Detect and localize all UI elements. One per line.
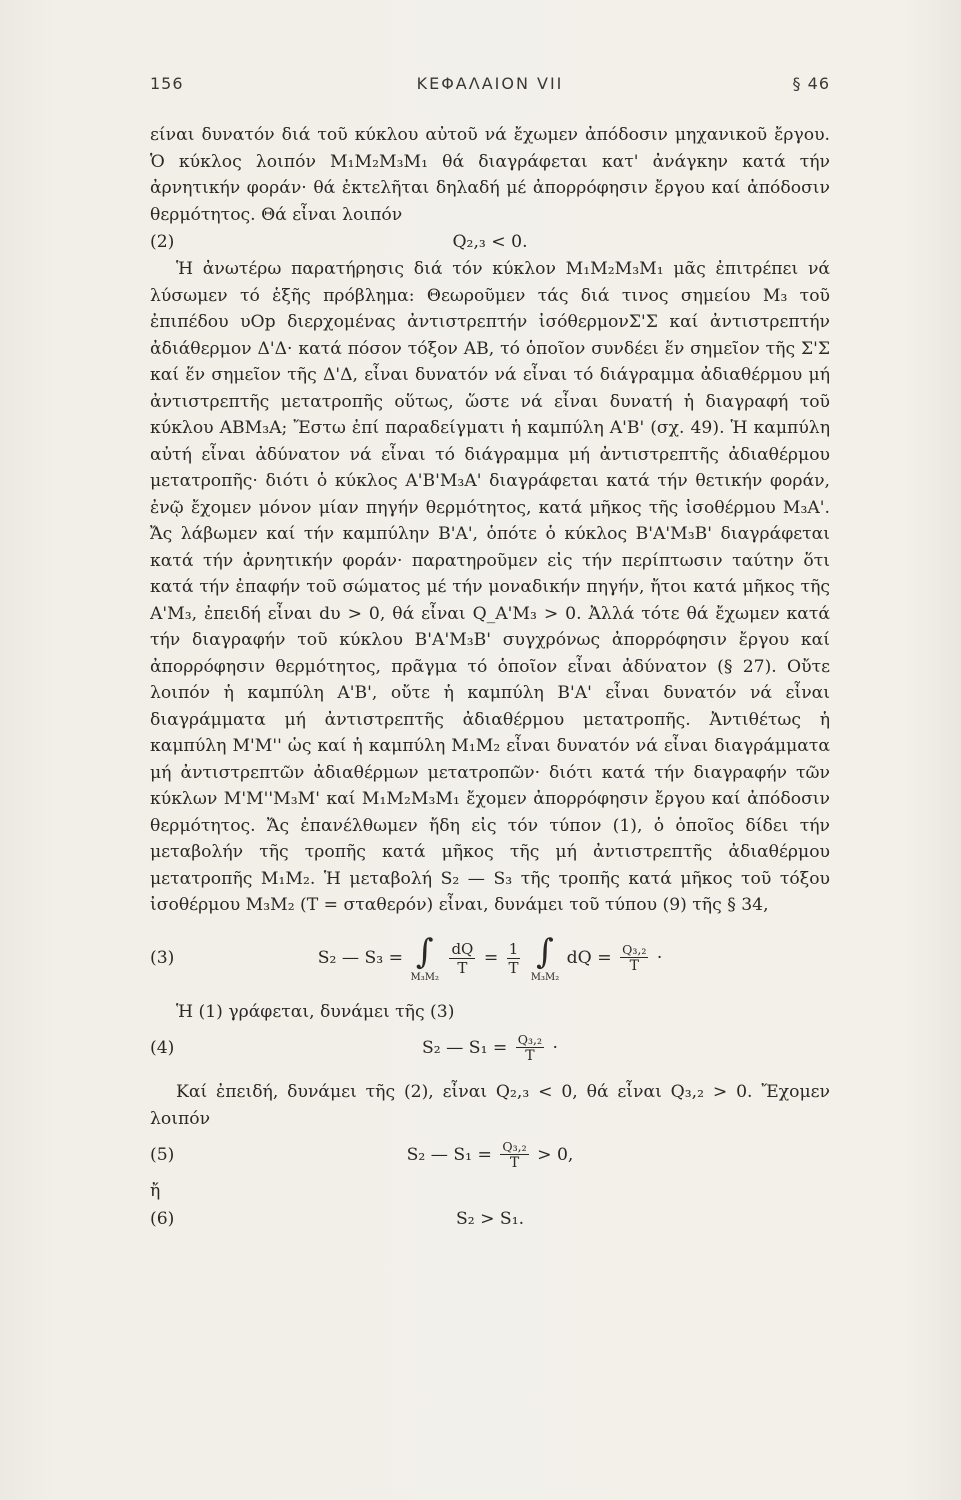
eq-tail: · [656, 948, 663, 968]
equation-expression [210, 1033, 770, 1064]
equation-number: (3) [150, 948, 175, 969]
numerator: Q₃,₂ [502, 1138, 527, 1154]
fraction-result [516, 1033, 544, 1064]
equation-6 [150, 1205, 830, 1235]
fraction-result [620, 943, 648, 974]
numerator: Q₃,₂ [622, 942, 647, 957]
equation-expression: S₂ > S₁. [455, 1209, 525, 1230]
eq-lhs: S₂ — S₁ = [406, 1144, 492, 1165]
paragraph-2: Ἡ ἀνωτέρω παρατήρησις διά τόν κύκλον M₁M₂M₃M₁ μᾶς ἐπιτρέπει νά λύσωμεν τό ἑξῆς πρόβλημα: Θεωροῦμεν τάς διά τινος σημείου M₃ τοῦ ἐπιπέδου υOp διερχομένας ἀντιστρεπτήν ἰσόθερμονΣ'Σ καί ἀντιστρεπτήν ἀδιάθερμον Δ'Δ· κατά πόσον τόξον AB, τό ὁποῖον συνδέει ἕν σημεῖον τῆς Σ'Σ καί ἕν σημεῖον τῆς Δ'Δ, εἶναι δυνατόν νά εἶναι τό διάγραμμα ἀδιαθέρμου μή ἀντιστρεπτῆς μετατροπῆς οὕτως, ὥστε νά εἶναι δυνατή ἡ διαγραφή τοῦ κύκλου ABM₃A; Ἔστω ἐπί παραδείγματι ἡ καμπύλη A'B' (σχ. 49). Ἡ καμπύλη αὐτή εἶναι ἀδύνατον νά εἶναι τό διάγραμμα μή ἀντιστρεπτῆς ἀδιαθέρμου μετατροπῆς· διότι ὁ κύκλος A'B'M₃A' διαγράφεται κατά τήν θετικήν φοράν, ἐνῷ ἔχομεν μόνον μίαν πηγήν θερμότητος, κατά μῆκος τῆς ἰσοθέρμου M₃A'. Ἄς λάβωμεν καί τήν καμπύλην B'A', ὁπότε ὁ κύκλος B'A'M₃B' διαγράφεται κατά τήν ἀρνητικήν φοράν· παρατηροῦμεν εἰς τήν περίπτωσιν ταύτην ὅτι κατά τήν ἐπαφήν τοῦ σώματος μέ τήν μοναδικήν πηγήν, ἤτοι κατά μῆκος τῆς A'M₃, ἐπειδή εἶναι dυ > 0, θά εἶναι Q_A'M₃ > 0. Ἀλλά τότε θά ἔχωμεν κατά τήν διαγραφήν τοῦ κύκλου B'A'M₃B' συγχρόνως ἀπορρόφησιν ἔργου καί ἀπορρόφησιν θερμότητος, πρᾶγμα τό ὁποῖον εἶναι ἀδύνατον (§ 27). Οὔτε λοιπόν ἡ καμπύλη A'B', οὔτε ἡ καμπύλη B'A' εἶναι δυνατόν νά εἶναι διαγράμματα μή ἀντιστρεπτῆς ἀδιαθέρμου μετατροπῆς. Ἀντιθέτως ἡ καμπύλη M'M'' ὡς καί ἡ καμπύλη M₁M₂ εἶναι δυνατόν νά εἶναι διαγράμματα μή ἀντιστρεπτῶν ἀδιαθέρμων μετατροπῶν· διότι κατά τήν διαγραφήν τῶν κύκλων M'M''M₃M' καί M₁M₂M₃M₁ ἔχομεν ἀπορρόφησιν ἔργου καί ἀπόδοσιν θερμότητος. Ἄς ἐπανέλθωμεν ἤδη εἰς τόν τύπον (1), ὁ ὁποῖος δίδει τήν μεταβολήν τῆς τροπῆς κατά μῆκος τῆς μή ἀντιστρεπτῆς ἀδιαθέρμου μετατροπῆς M₁M₂. Ἡ μεταβολή S₂ — S₃ τῆς τροπῆς κατά μῆκος τοῦ τόξου ἰσοθέρμου M₃M₂ (T = σταθερόν) εἶναι, δυνάμει τοῦ τύπου (9) τῆς § 34, [150, 259, 830, 915]
integral-sign: ∫ M₃M₂ [410, 932, 439, 983]
integral-limit: M₃M₂ [530, 972, 560, 983]
numerator: dQ [451, 940, 474, 958]
denominator: T [508, 959, 519, 977]
paragraph-4: Καί ἐπειδή, δυνάμει τῆς (2), εἶναι Q₂,₃ < 0, θά εἶναι Q₃,₂ > 0. Ἔχομεν λοιπόν [150, 1082, 830, 1129]
chapter-title: ΚΕΦΑΛΑΙΟΝ VII [416, 74, 564, 93]
equation-5 [150, 1132, 830, 1178]
running-header [150, 74, 830, 98]
eq-lhs: S₂ — S₁ = [422, 1037, 508, 1058]
equation-number: (6) [150, 1209, 175, 1230]
eq-tail: > 0, [537, 1144, 574, 1165]
equation-number: (5) [150, 1144, 175, 1165]
equation-expression: Q₂,₃ < 0. [452, 231, 528, 252]
denominator: T [629, 958, 639, 974]
fraction-1-t [507, 940, 521, 977]
equation-number: (4) [150, 1037, 175, 1058]
eq-sign: = [483, 948, 499, 968]
connector-or: ἤ [150, 1181, 161, 1201]
equation-number: (2) [150, 231, 175, 252]
numerator: Q₃,₂ [517, 1031, 543, 1047]
equation-expression [210, 934, 770, 983]
integral-limit: M₃M₂ [410, 972, 439, 983]
paragraph-3: Ἡ (1) γράφεται, δυνάμει τῆς (3) [176, 1001, 455, 1022]
equation-4 [150, 1025, 830, 1071]
eq-tail: · [552, 1037, 558, 1058]
integral-body: dQ = [566, 948, 612, 968]
equation-3 [150, 929, 830, 989]
page-body [150, 122, 830, 1235]
equation-expression [210, 1140, 770, 1171]
paragraph-1: είναι δυνατόν διά τοῦ κύκλου αὐτοῦ νά ἔχωμεν ἀπόδοσιν μηχανικοῦ ἔργου. Ὁ κύκλος λοιπόν M₁M₂M₃M₁ θά διαγράφεται κατ' ἀνάγκην κατά τήν ἀρνητικήν φοράν· θά ἐκτελῆται δηλαδή μέ ἀπορρόφησιν ἔργου καί ἀπόδοσιν θερμότητος. Θά εἶναι λοιπόν [150, 125, 830, 225]
fraction-dq-t [449, 940, 475, 977]
denominator: T [525, 1047, 535, 1064]
numerator: 1 [508, 940, 519, 958]
equation-2 [150, 228, 830, 256]
eq-lhs: S₂ — S₃ = [317, 948, 403, 968]
section-number: § 46 [792, 74, 830, 93]
fraction-result [500, 1140, 528, 1171]
denominator: T [457, 959, 468, 977]
page-number: 156 [150, 74, 184, 93]
integral-sign: ∫ M₃M₂ [530, 932, 560, 983]
denominator: T [509, 1154, 520, 1171]
